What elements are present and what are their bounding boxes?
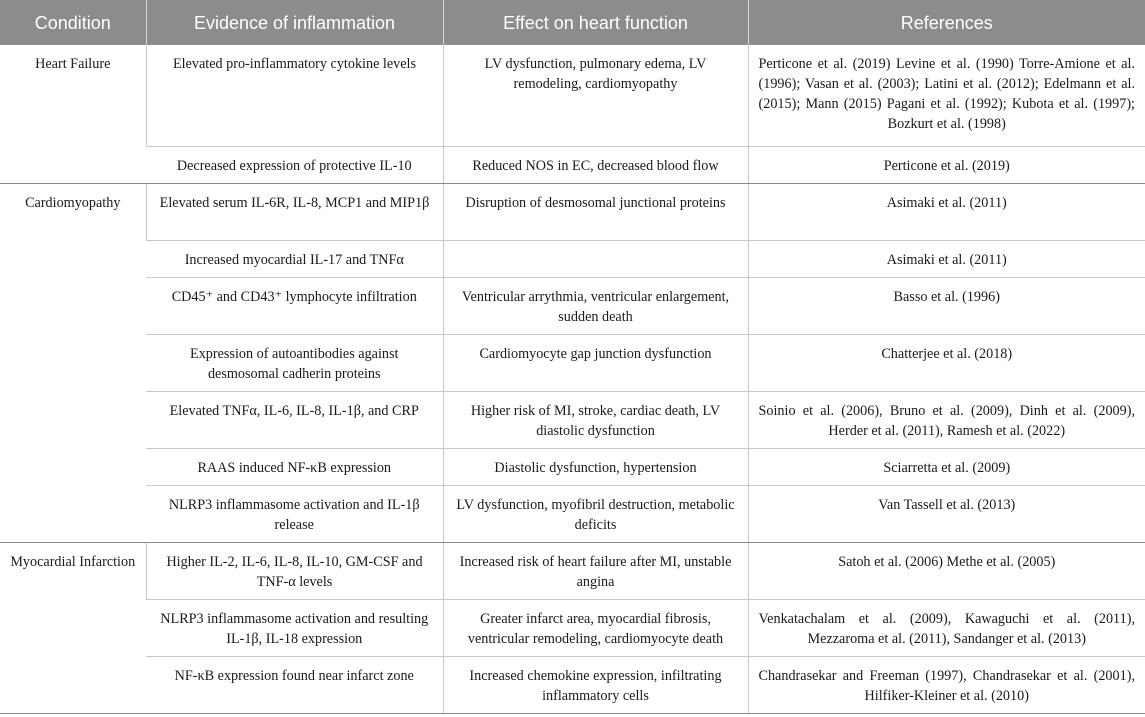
effect-cell: Increased chemokine expression, infiltrating inflammatory cells xyxy=(443,656,748,713)
header-row xyxy=(0,0,1145,45)
effect-cell: Reduced NOS in EC, decreased blood flow xyxy=(443,146,748,183)
references-cell: Basso et al. (1996) xyxy=(748,277,1145,334)
table-row xyxy=(0,146,1145,183)
evidence-cell: NLRP3 inflammasome activation and IL-1β release xyxy=(146,485,443,542)
evidence-cell: CD45⁺ and CD43⁺ lymphocyte infiltration xyxy=(146,277,443,334)
evidence-cell: Higher IL-2, IL-6, IL-8, IL-10, GM-CSF and TNF-α levels xyxy=(146,542,443,599)
evidence-cell: Elevated pro-inflammatory cytokine levels xyxy=(146,45,443,146)
effect-cell: Diastolic dysfunction, hypertension xyxy=(443,448,748,485)
evidence-cell: Elevated serum IL-6R, IL-8, MCP1 and MIP1β xyxy=(146,183,443,240)
effect-cell: LV dysfunction, myofibril destruction, metabolic deficits xyxy=(443,485,748,542)
table-row xyxy=(0,391,1145,448)
references-cell: Chatterjee et al. (2018) xyxy=(748,334,1145,391)
effect-cell xyxy=(443,240,748,277)
table-row xyxy=(0,485,1145,542)
effect-cell: Ventricular arrythmia, ventricular enlargement, sudden death xyxy=(443,277,748,334)
header-effect: Effect on heart function xyxy=(443,0,748,45)
evidence-cell: RAAS induced NF-κB expression xyxy=(146,448,443,485)
references-cell: Perticone et al. (2019) Levine et al. (1990) Torre-Amione et al. (1996); Vasan et al. (2003); Latini et al. (2012); Edelmann et al. (2015); Mann (2015) Pagani et al. (1992); Kubota et al. (1997); Bozkurt et al. (1998) xyxy=(748,45,1145,146)
condition-cell: Heart Failure xyxy=(0,45,146,183)
references-cell: Venkatachalam et al. (2009), Kawaguchi et al. (2011), Mezzaroma et al. (2011), Sandanger et al. (2013) xyxy=(748,599,1145,656)
references-cell: Chandrasekar and Freeman (1997), Chandrasekar et al. (2001), Hilfiker-Kleiner et al. (2010) xyxy=(748,656,1145,713)
table-row xyxy=(0,542,1145,599)
effect-cell: Higher risk of MI, stroke, cardiac death, LV diastolic dysfunction xyxy=(443,391,748,448)
table-row xyxy=(0,448,1145,485)
table-row xyxy=(0,183,1145,240)
table-row xyxy=(0,240,1145,277)
table-row xyxy=(0,334,1145,391)
references-cell: Sciarretta et al. (2009) xyxy=(748,448,1145,485)
references-cell: Asimaki et al. (2011) xyxy=(748,183,1145,240)
evidence-cell: Elevated TNFα, IL-6, IL-8, IL-1β, and CRP xyxy=(146,391,443,448)
evidence-cell: Decreased expression of protective IL-10 xyxy=(146,146,443,183)
condition-cell: Cardiomyopathy xyxy=(0,183,146,542)
references-cell: Asimaki et al. (2011) xyxy=(748,240,1145,277)
table-row xyxy=(0,599,1145,656)
table-row xyxy=(0,45,1145,146)
effect-cell: Disruption of desmosomal junctional proteins xyxy=(443,183,748,240)
references-cell: Van Tassell et al. (2013) xyxy=(748,485,1145,542)
references-cell: Perticone et al. (2019) xyxy=(748,146,1145,183)
header-evidence: Evidence of inflammation xyxy=(146,0,443,45)
effect-cell: LV dysfunction, pulmonary edema, LV remodeling, cardiomyopathy xyxy=(443,45,748,146)
effect-cell: Greater infarct area, myocardial fibrosis, ventricular remodeling, cardiomyocyte death xyxy=(443,599,748,656)
table-row xyxy=(0,656,1145,713)
references-cell: Soinio et al. (2006), Bruno et al. (2009), Dinh et al. (2009), Herder et al. (2011), Ramesh et al. (2022) xyxy=(748,391,1145,448)
evidence-cell: NF-κB expression found near infarct zone xyxy=(146,656,443,713)
evidence-cell: NLRP3 inflammasome activation and resulting IL-1β, IL-18 expression xyxy=(146,599,443,656)
effect-cell: Increased risk of heart failure after MI, unstable angina xyxy=(443,542,748,599)
evidence-cell: Increased myocardial IL-17 and TNFα xyxy=(146,240,443,277)
evidence-cell: Expression of autoantibodies against desmosomal cadherin proteins xyxy=(146,334,443,391)
condition-cell: Myocardial Infarction xyxy=(0,542,146,713)
references-cell: Satoh et al. (2006) Methe et al. (2005) xyxy=(748,542,1145,599)
header-condition: Condition xyxy=(0,0,146,45)
table-row xyxy=(0,277,1145,334)
header-references: References xyxy=(748,0,1145,45)
effect-cell: Cardiomyocyte gap junction dysfunction xyxy=(443,334,748,391)
